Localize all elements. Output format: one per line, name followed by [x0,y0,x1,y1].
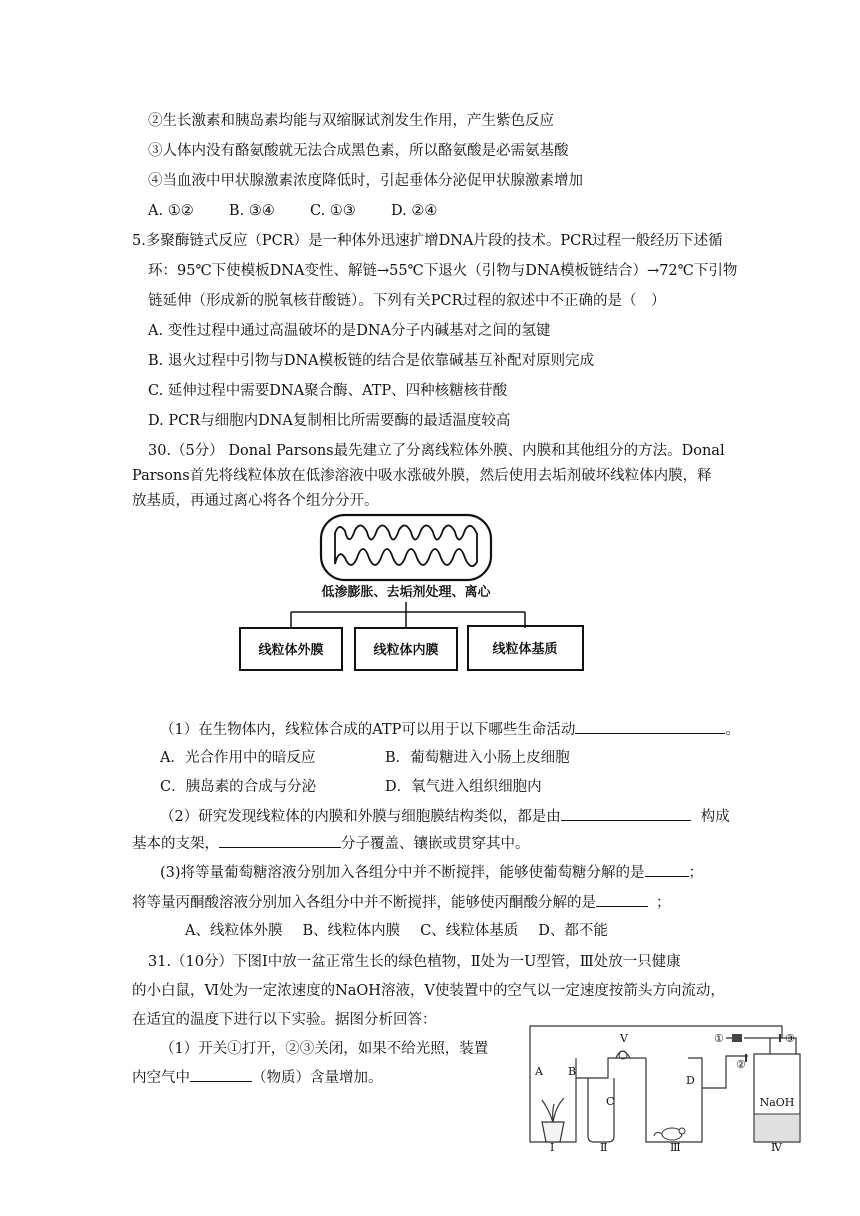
q4-option-c: C. ①③ [310,203,356,219]
q30-p3-option-a: A、线粒体外膜 [185,923,283,939]
label-b: B [568,1065,577,1078]
q30-part-3-end-b: ； [656,895,671,911]
q30-part-3-end-a: ； [688,865,704,881]
q30-p1-option-b: B．葡萄糖进入小肠上皮细胞 [385,750,570,766]
mitochondrion-cristae-shape [335,525,477,566]
q5-stem-line-2: 环：95℃下使模板DNA变性、解链→55℃下退火（引物与DNA模板链结合）→72℃下引物 [148,263,738,279]
q4-statement-4: ④当血液中甲状腺激素浓度降低时，引起垂体分泌促甲状腺激素增加 [148,173,583,189]
q30-part-1-text: （1）在生物体内，线粒体合成的ATP可以用于以下哪些生命活动 [160,722,576,738]
label-switch-2: ② [736,1058,746,1071]
q4-option-a: A. ①② [148,203,194,219]
q30-part-2-text-c: 基本的支架， [132,836,219,852]
q30-part-2-text-a: （2）研究发现线粒体的内膜和外膜与细胞膜结构类似，都是由 [160,809,561,825]
box-inner-membrane-label: 线粒体内膜 [373,643,439,658]
q31-part-1-blank[interactable] [190,1067,252,1082]
q30-p1-option-a: A．光合作用中的暗反应 [160,750,316,766]
q30-part-1 [160,719,740,740]
q30-stem-line-1: 30.（5分） Donal Parsons最先建立了分离线粒体外膜、内膜和其他组分的方法。Donal [148,443,725,459]
q30-part-3-blank-2[interactable] [596,892,648,907]
mouse-icon [654,1128,685,1140]
q30-part-1-blank[interactable] [575,719,725,734]
q31-part-1-line-2 [132,1067,383,1088]
label-a: A [535,1065,543,1078]
q30-p3-option-b: B、线粒体内膜 [302,923,401,939]
q30-p1-option-d: D．氧气进入组织细胞内 [385,779,542,795]
q30-stem-line-2: Parsons首先将线粒体放在低渗溶液中吸水涨破外膜，然后使用去垢剂破坏线粒体内膜，释 [132,468,712,484]
q30-part-2-line-1 [160,806,730,827]
q30-part-3-blank-1[interactable] [645,862,689,877]
q30-part-1-options-row-2 [160,777,542,797]
box-outer-membrane-label: 线粒体外膜 [258,643,324,658]
q4-options [148,201,437,221]
q4-statement-2: ②生长激素和胰岛素均能与双缩脲试剂发生作用，产生紫色反应 [148,113,554,129]
q30-stem-line-3: 放基质，再通过离心将各个组分分开。 [132,493,379,509]
q30-part-3-line-1 [160,862,703,883]
q31-stem-line-2: 的小白鼠，Ⅵ处为一定浓速度的NaOH溶液，Ⅴ使装置中的空气以一定速度按箭头方向流动， [132,983,725,999]
q30-part-2-blank-2[interactable] [219,833,341,848]
u-tube-shape [588,1078,614,1142]
q31-stem-line-3: 在适宜的温度下进行以下实验。据图分析回答： [132,1012,437,1028]
apparatus-diagram [518,1018,810,1152]
q5-stem-line-1: 5.多聚酶链式反应（PCR）是一种体外迅速扩增DNA片段的技术。PCR过程一般经历下述循 [132,233,723,249]
mitochondria-diagram [235,508,630,683]
label-naoh: NaOH [759,1096,795,1109]
q5-option-a: A. 变性过程中通过高温破坏的是DNA分子内碱基对之间的氢键 [148,323,551,339]
q31-part-1-text-b: 内空气中 [132,1070,190,1086]
q4-statement-3: ③人体内没有酪氨酸就无法合成黑色素，所以酪氨酸是必需氨基酸 [148,143,569,159]
process-label: 低渗膨胀、去垢剂处理、离心 [321,585,491,600]
switch-1-icon [732,1034,742,1042]
q5-option-b: B. 退火过程中引物与DNA模板链的结合是依靠碱基互补配对原则完成 [148,353,595,369]
q4-option-b: B. ③④ [228,203,275,219]
label-chamber-1: Ⅰ [550,1141,555,1152]
label-chamber-3: Ⅲ [670,1141,681,1152]
label-c: C [606,1095,615,1108]
label-chamber-4: Ⅳ [771,1141,782,1152]
label-d: D [686,1074,695,1087]
q30-part-3-line-2 [132,892,671,913]
label-switch-3: ③ [785,1032,795,1045]
q5-option-d: D. PCR与细胞内DNA复制相比所需要酶的最适温度较高 [148,413,511,429]
label-chamber-2: Ⅱ [600,1141,608,1152]
q4-option-d: D. ②④ [391,203,438,219]
q30-part-2-text-b: 构成 [700,809,730,825]
q30-p1-option-c: C．胰岛素的合成与分泌 [160,779,317,795]
label-v: V [620,1032,628,1045]
q30-part-3-options [185,921,608,941]
q5-option-c: C. 延伸过程中需要DNA聚合酶、ATP、四种核糖核苷酸 [148,383,508,399]
q31-stem-line-1: 31.（10分）下图Ⅰ中放一盆正常生长的绿色植物，Ⅱ处为一U型管，Ⅲ处放一只健康 [148,954,681,970]
q30-part-2-blank-1[interactable] [561,806,691,821]
box-matrix-label: 线粒体基质 [492,642,558,657]
q5-stem-line-3: 链延伸（形成新的脱氧核苷酸链）。下列有关PCR过程的叙述中不正确的是（ ） [148,293,666,309]
q30-p3-option-c: C、线粒体基质 [420,923,519,939]
mitochondrion-outer-membrane-shape [321,515,491,580]
q31-part-1-line-1: （1）开关①打开，②③关闭，如果不给光照，装置 [160,1041,489,1057]
q31-part-1-text-c: （物质）含量增加。 [252,1070,383,1086]
q30-p3-option-d: D、都不能 [538,923,608,939]
q30-part-2-line-2 [132,833,530,854]
q30-part-1-end: 。 [725,722,740,738]
q30-part-2-text-d: 分子覆盖、镶嵌或贯穿其中。 [341,836,530,852]
plant-icon [542,1098,564,1142]
label-switch-1: ① [714,1032,724,1045]
q30-part-3-text-a: (3)将等量葡萄糖溶液分别加入各组分中并不断搅拌，能够使葡萄糖分解的是 [160,865,645,881]
q30-part-3-text-b: 将等量丙酮酸溶液分别加入各组分中并不断搅拌，能够使丙酮酸分解的是 [132,895,596,911]
q30-part-1-options-row-1 [160,748,570,768]
